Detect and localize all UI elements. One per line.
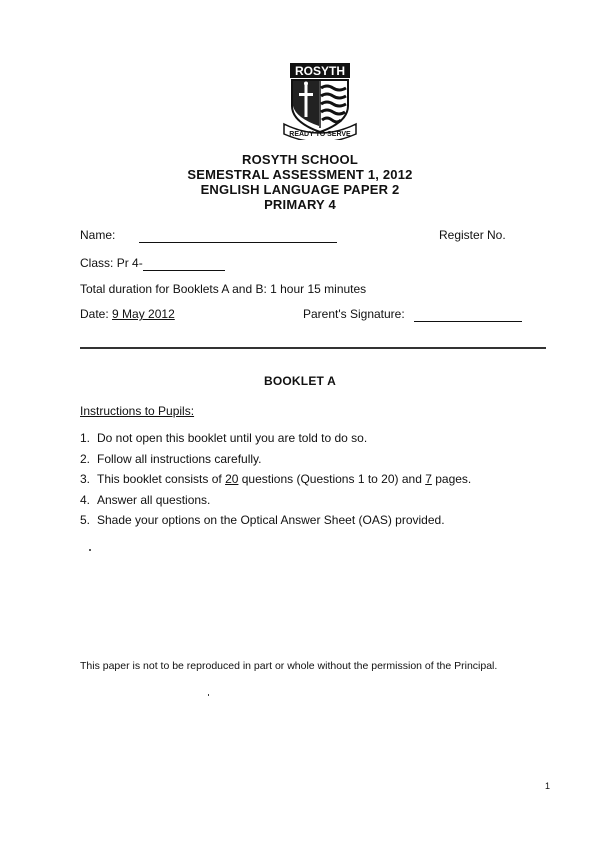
- assessment-title: SEMESTRAL ASSESSMENT 1, 2012: [187, 167, 413, 182]
- question-count: 20: [225, 472, 239, 486]
- class-value: Pr 4-: [116, 256, 143, 270]
- register-number-label: Register No.: [439, 228, 506, 242]
- page-number: 1: [545, 781, 551, 791]
- instruction-item: 5. Shade your options on the Optical Answer Sheet (OAS) provided.: [80, 513, 445, 527]
- date-label: Date:: [80, 307, 109, 321]
- instruction-item: 1. Do not open this booklet until you are told to do so.: [80, 431, 368, 445]
- level-title: PRIMARY 4: [264, 197, 336, 212]
- scan-speck: [208, 694, 209, 696]
- paper-title: ENGLISH LANGUAGE PAPER 2: [200, 182, 400, 197]
- school-crest-logo: [282, 62, 358, 140]
- instruction-item: 3. This booklet consists of 20 questions (Questions 1 to 20) and 7 pages.: [80, 472, 472, 486]
- date-field: [80, 307, 175, 321]
- date-value: 9 May 2012: [112, 307, 175, 321]
- instructions-title: Instructions to Pupils:: [80, 404, 195, 418]
- class-fill-line[interactable]: [143, 256, 225, 271]
- name-label: Name:: [80, 228, 116, 242]
- signature-label: Parent's Signature:: [303, 307, 405, 321]
- page-count: 7: [425, 472, 432, 486]
- scan-speck: [89, 549, 91, 551]
- name-fill-line[interactable]: [139, 228, 337, 243]
- signature-fill-line[interactable]: [414, 307, 522, 322]
- class-field: [80, 256, 225, 271]
- signature-field: [303, 307, 522, 322]
- instruction-item: 2. Follow all instructions carefully.: [80, 451, 262, 466]
- booklet-title: BOOKLET A: [263, 374, 337, 388]
- instructions-list: [80, 428, 471, 531]
- name-field: [80, 228, 337, 243]
- school-name: ROSYTH SCHOOL: [242, 152, 358, 167]
- copyright-notice: This paper is not to be reproduced in part or whole without the permission of the Principal.: [80, 660, 498, 672]
- instruction-item: 4. Answer all questions.: [80, 492, 211, 507]
- class-label: Class:: [80, 256, 114, 270]
- crest-name-text: ROSYTH: [294, 64, 346, 78]
- section-divider: [80, 347, 546, 349]
- duration-text: Total duration for Booklets A and B: 1 hour 15 minutes: [80, 282, 367, 296]
- crest-motto-text: READY TO SERVE: [289, 131, 351, 138]
